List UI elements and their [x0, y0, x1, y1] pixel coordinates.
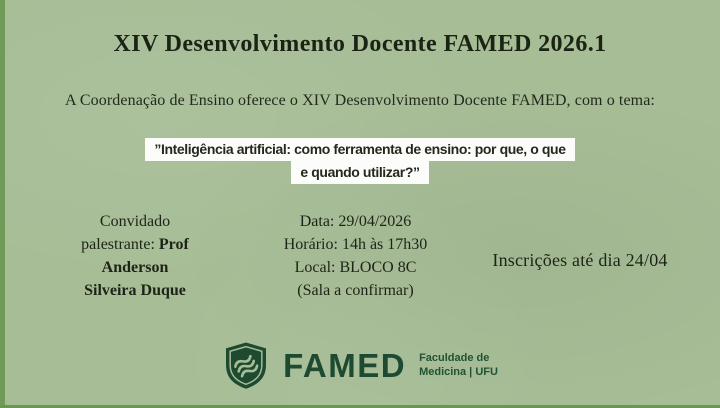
event-location-note: (Sala a confirmar): [297, 282, 414, 299]
speaker-name-prefix: Prof: [158, 236, 189, 253]
poster-title: XIV Desenvolvimento Docente FAMED 2026.1: [113, 31, 607, 57]
theme-line-1: ”Inteligência artificial: como ferramenta de ensino: por que, o que: [145, 138, 574, 161]
famed-shield-icon: [222, 340, 270, 390]
schedule-block: [248, 210, 463, 302]
speaker-name-line-2: Silveira Duque: [84, 282, 186, 299]
event-location: Local: BLOCO 8C: [294, 259, 417, 276]
event-date: Data: 29/04/2026: [299, 213, 412, 230]
speaker-block: [35, 210, 235, 302]
famed-logo: [0, 340, 720, 390]
theme-line-2: e quando utilizar?”: [291, 161, 428, 184]
famed-wordmark: FAMED: [283, 346, 407, 384]
registration-deadline: Inscrições até dia 24/04: [492, 250, 668, 270]
famed-logo-subtitle-line-1: Faculdade de: [419, 351, 490, 364]
registration-block: [455, 249, 705, 272]
speaker-label-line-1: Convidado: [99, 213, 171, 230]
theme-highlight: [0, 138, 720, 184]
speaker-name-line-1: Anderson: [101, 259, 169, 276]
event-time: Horário: 14h às 17h30: [283, 236, 428, 253]
famed-logo-subtitle-line-2: Medicina | UFU: [419, 366, 498, 378]
speaker-label-line-2: [35, 233, 235, 256]
speaker-label: palestrante:: [81, 236, 159, 253]
famed-logo-subtitle: [419, 351, 498, 380]
poster-intro: A Coordenação de Ensino oferece o XIV Desenvolvimento Docente FAMED, com o tema:: [65, 92, 655, 109]
